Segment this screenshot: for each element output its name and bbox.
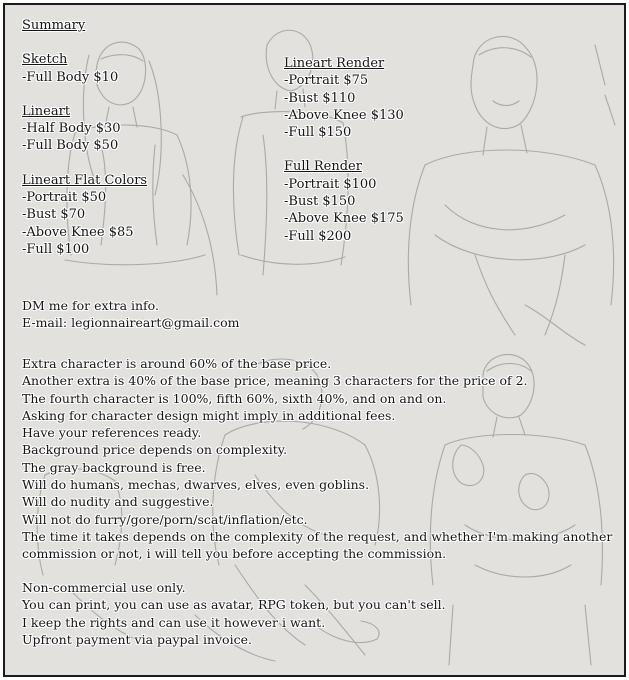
price-list-left bbox=[22, 17, 147, 258]
usage-line: I keep the rights and can use it however i want. bbox=[22, 614, 326, 630]
full-render-price-bust: -Bust $150 bbox=[284, 194, 356, 210]
commission-sheet bbox=[3, 3, 626, 677]
lineart-flat-price-above-knee: -Above Knee $85 bbox=[22, 224, 134, 240]
terms-line: Will not do furry/gore/porn/scat/inflation/etc. bbox=[22, 511, 308, 527]
summary-title: Summary bbox=[22, 18, 86, 33]
terms-line: Will do nudity and suggestive. bbox=[22, 494, 214, 510]
sketch-figure-top-right bbox=[408, 36, 615, 345]
contact-block bbox=[22, 297, 240, 332]
lineart-flat-heading: Lineart Flat Colors bbox=[22, 172, 148, 188]
terms-line: commission or not, i will tell you before accepting the commission. bbox=[22, 546, 447, 562]
full-render-heading: Full Render bbox=[284, 159, 362, 175]
sketch-heading: Sketch bbox=[22, 52, 68, 68]
terms-block bbox=[22, 355, 612, 563]
sketch-price-full-body: -Full Body $10 bbox=[22, 69, 119, 85]
terms-line: The gray background is free. bbox=[22, 459, 206, 475]
lineart-flat-price-portrait: -Portrait $50 bbox=[22, 190, 107, 206]
terms-line: Have your references ready. bbox=[22, 425, 202, 441]
full-render-price-portrait: -Portrait $100 bbox=[284, 176, 377, 192]
lineart-render-price-above-knee: -Above Knee $130 bbox=[284, 107, 404, 123]
usage-block bbox=[22, 579, 446, 648]
full-render-price-full: -Full $200 bbox=[284, 228, 352, 244]
lineart-render-price-full: -Full $150 bbox=[284, 125, 352, 141]
lineart-render-heading: Lineart Render bbox=[284, 56, 385, 71]
contact-email-line: E-mail: legionnaireart@gmail.com bbox=[22, 315, 240, 331]
terms-line: The fourth character is 100%, fifth 60%, sixth 40%, and on and on. bbox=[22, 390, 447, 406]
lineart-render-price-bust: -Bust $110 bbox=[284, 90, 356, 106]
full-render-price-above-knee: -Above Knee $175 bbox=[284, 211, 404, 227]
lineart-render-price-portrait: -Portrait $75 bbox=[284, 73, 369, 89]
terms-line: Will do humans, mechas, dwarves, elves, even goblins. bbox=[22, 477, 370, 493]
usage-line: Non-commercial use only. bbox=[22, 580, 186, 595]
price-list-right bbox=[284, 55, 404, 245]
contact-dm-line: DM me for extra info. bbox=[22, 298, 159, 313]
lineart-flat-price-full: -Full $100 bbox=[22, 241, 90, 257]
lineart-heading: Lineart bbox=[22, 103, 71, 119]
lineart-flat-price-bust: -Bust $70 bbox=[22, 207, 86, 223]
terms-line: Asking for character design might imply in additional fees. bbox=[22, 407, 396, 423]
terms-line: Extra character is around 60% of the base price. bbox=[22, 356, 332, 371]
terms-line: Another extra is 40% of the base price, meaning 3 characters for the price of 2. bbox=[22, 373, 528, 389]
terms-line: Background price depends on complexity. bbox=[22, 442, 288, 458]
terms-line: The time it takes depends on the complexity of the request, and whether I'm making another bbox=[22, 528, 613, 544]
lineart-price-half-body: -Half Body $30 bbox=[22, 121, 121, 137]
usage-line: Upfront payment via paypal invoice. bbox=[22, 631, 252, 647]
usage-line: You can print, you can use as avatar, RPG token, but you can't sell. bbox=[22, 597, 446, 613]
lineart-price-full-body: -Full Body $50 bbox=[22, 138, 119, 154]
